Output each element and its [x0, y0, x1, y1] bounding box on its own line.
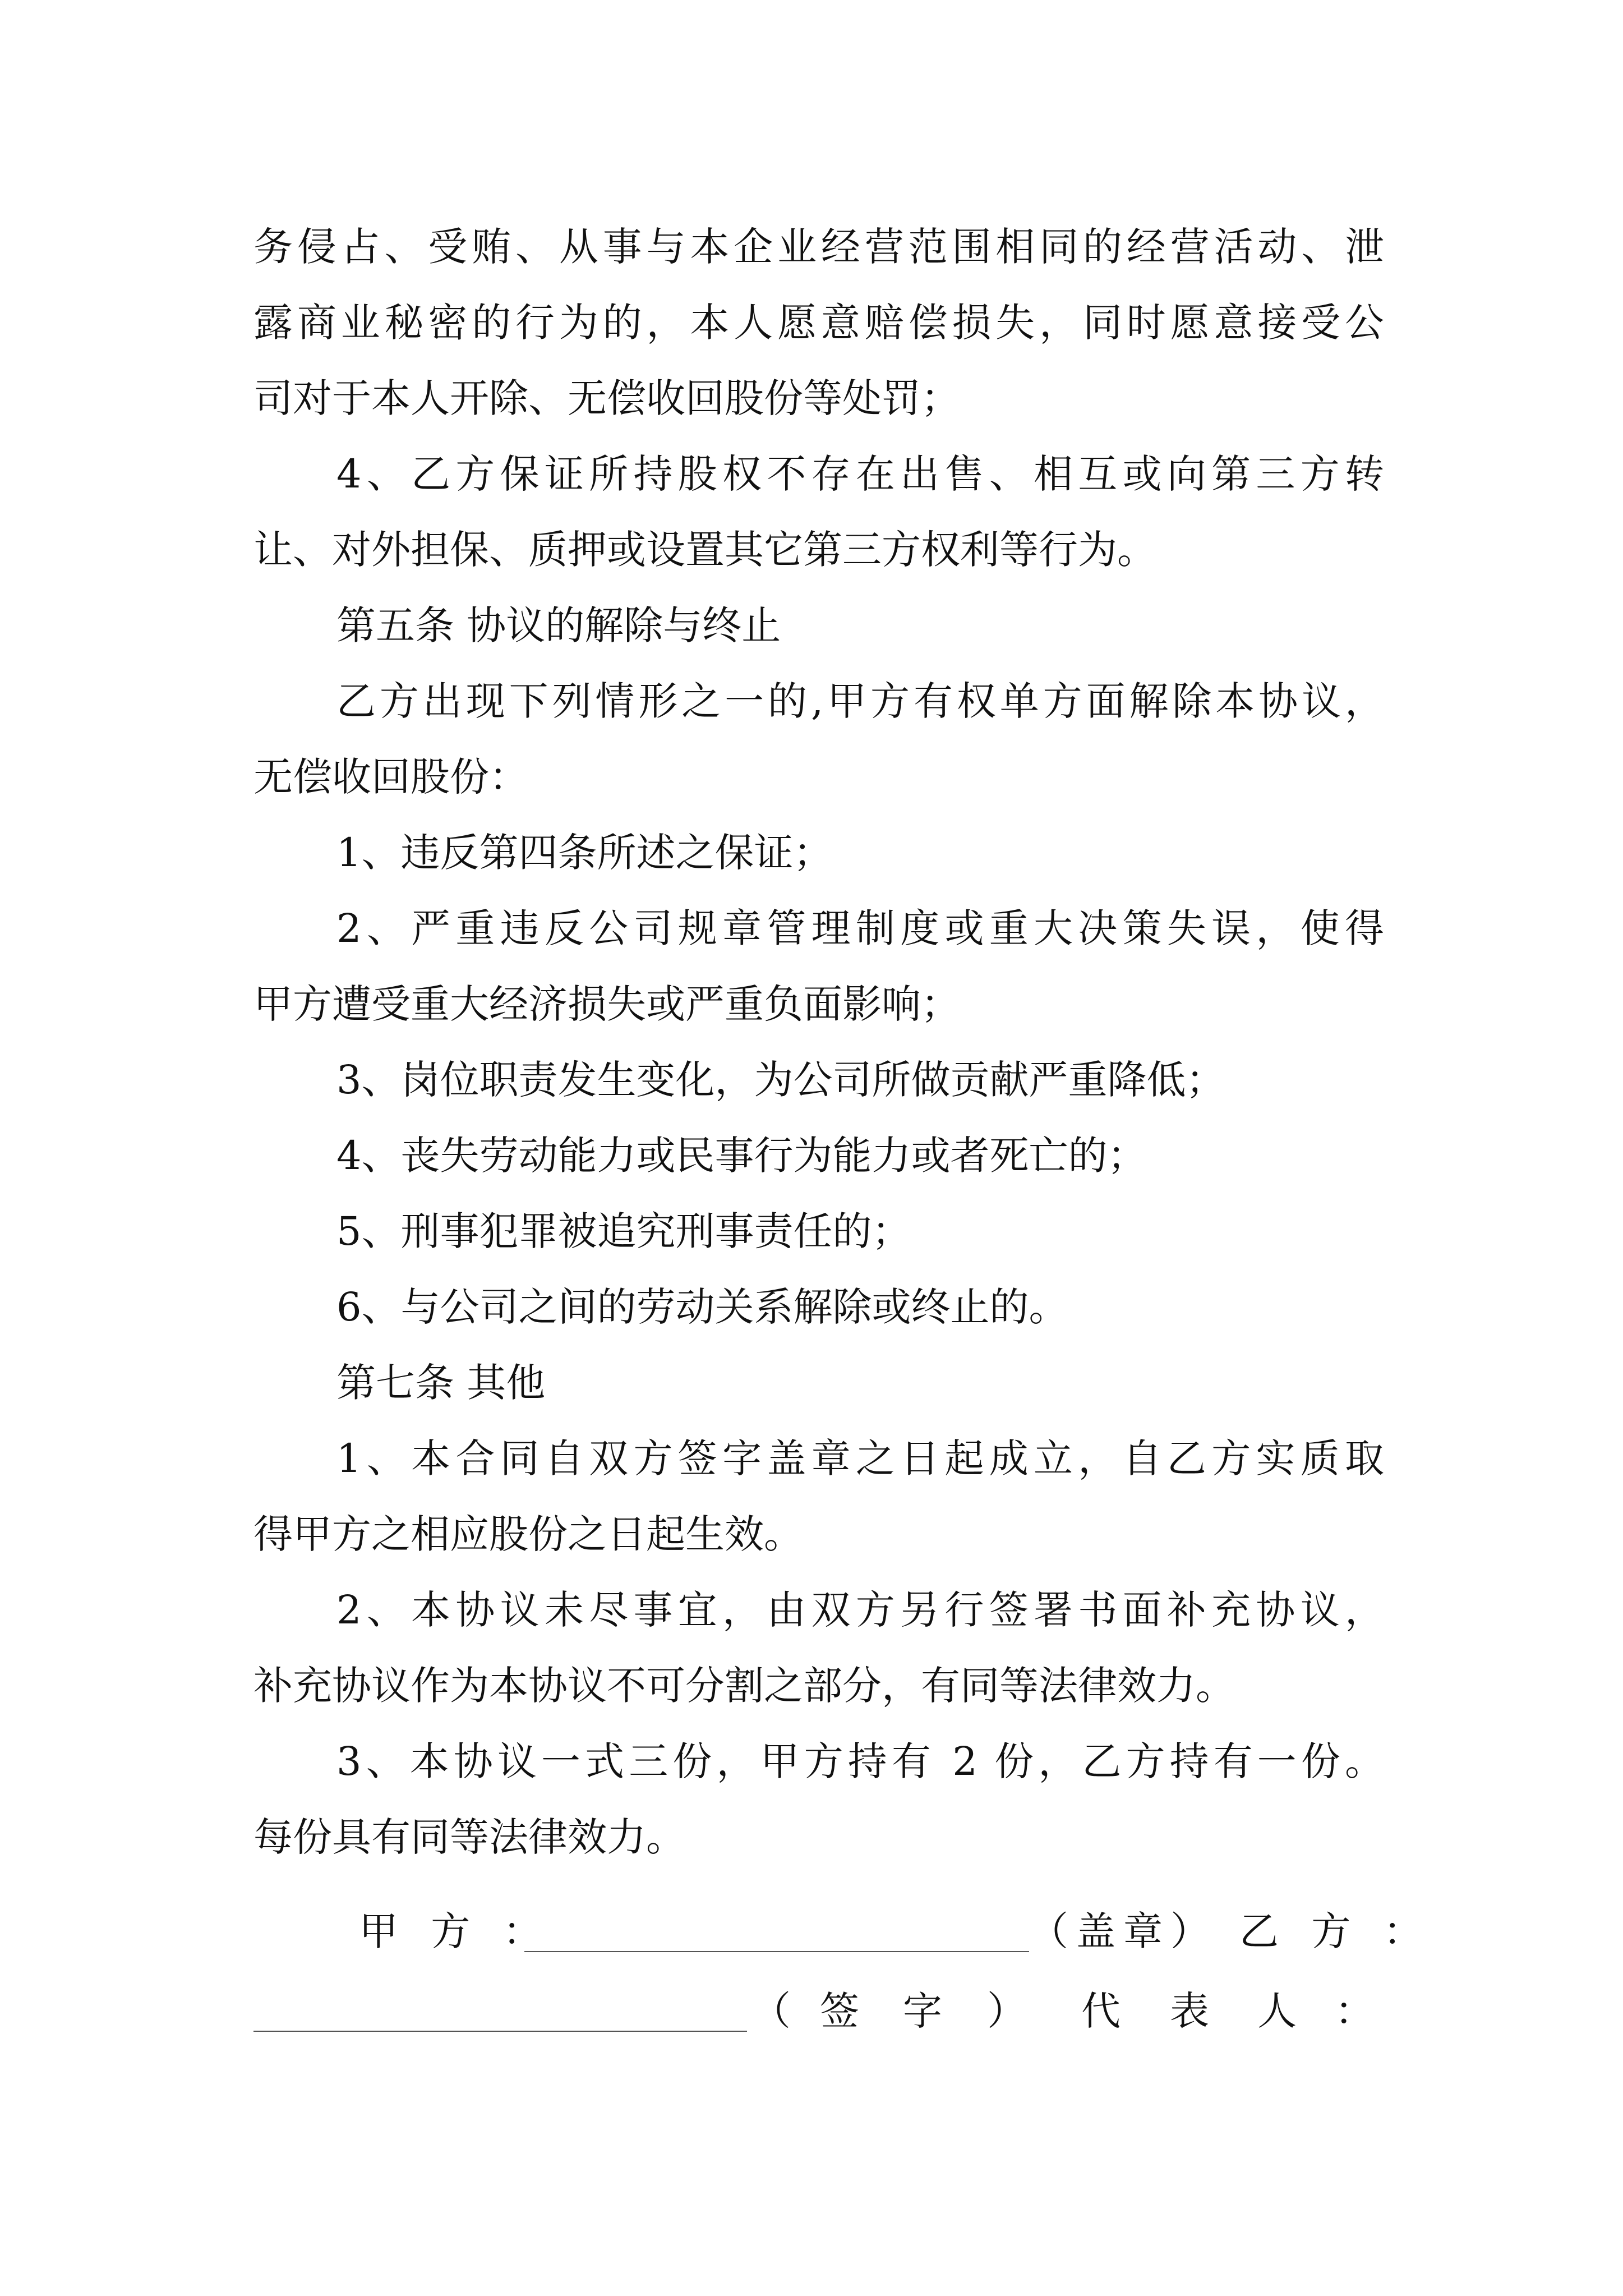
representative-label-char: 表 [1170, 1988, 1209, 2034]
body-text-line: 无偿收回股份： [253, 754, 528, 800]
body-text-line: 露商业秘密的行为的，本人愿意赔偿损失，同时愿意接受公 [253, 300, 1384, 346]
body-text-line: 乙方出现下列情形之一的,甲方有权单方面解除本协议， [336, 678, 1384, 724]
party-b-signature-line[interactable] [253, 2031, 747, 2032]
sign-label-char: 字 [903, 1988, 942, 2034]
clause-line: 补充协议作为本协议不可分割之部分，有同等法律效力。 [253, 1663, 1235, 1709]
list-item: 4、丧失劳动能力或民事行为能力或者死亡的； [336, 1133, 1147, 1179]
representative-label-char: 代 [1081, 1988, 1121, 2034]
body-text-line: 4、乙方保证所持股权不存在出售、相互或向第三方转 [336, 451, 1384, 497]
seal-label: （盖章） [1029, 1908, 1218, 1954]
clause-line: 1、本合同自双方签字盖章之日起成立，自乙方实质取 [336, 1435, 1384, 1481]
list-item: 6、与公司之间的劳动关系解除或终止的。 [336, 1284, 1068, 1330]
representative-colon: ： [1335, 1988, 1374, 2034]
list-item: 2、严重违反公司规章管理制度或重大决策失误，使得 [336, 905, 1384, 951]
article-heading: 第五条 协议的解除与终止 [336, 602, 781, 648]
representative-label-char: 人 [1257, 1988, 1297, 2034]
party-a-signature-line[interactable] [524, 1951, 1029, 1952]
clause-line: 每份具有同等法律效力。 [253, 1814, 685, 1860]
body-text-line: 务侵占、受贿、从事与本企业经营范围相同的经营活动、泄 [253, 224, 1384, 270]
sign-open-paren: （ [751, 1988, 791, 2034]
body-text-line: 让、对外担保、质押或设置其它第三方权利等行为。 [253, 527, 1156, 573]
list-item: 5、刑事犯罪被追究刑事责任的； [336, 1208, 911, 1254]
clause-line: 得甲方之相应股份之日起生效。 [253, 1511, 803, 1557]
list-item: 1、违反第四条所述之保证； [336, 830, 833, 876]
list-item-continuation: 甲方遭受重大经济损失或严重负面影响； [253, 981, 960, 1027]
sign-close-paren: ） [987, 1988, 1026, 2034]
body-text-line: 司对于本人开除、无偿收回股份等处罚； [253, 375, 960, 421]
clause-line: 3、本协议一式三份，甲方持有 2 份，乙方持有一份。 [336, 1738, 1384, 1784]
party-a-label: 甲 方 ： [359, 1908, 552, 1954]
sign-label-char: 签 [820, 1988, 859, 2034]
party-b-label: 乙 方 ： [1239, 1908, 1433, 1954]
clause-line: 2、本协议未尽事宜，由双方另行签署书面补充协议， [336, 1587, 1384, 1633]
article-heading: 第七条 其他 [336, 1360, 546, 1406]
list-item: 3、岗位职责发生变化，为公司所做贡献严重降低； [336, 1057, 1225, 1103]
